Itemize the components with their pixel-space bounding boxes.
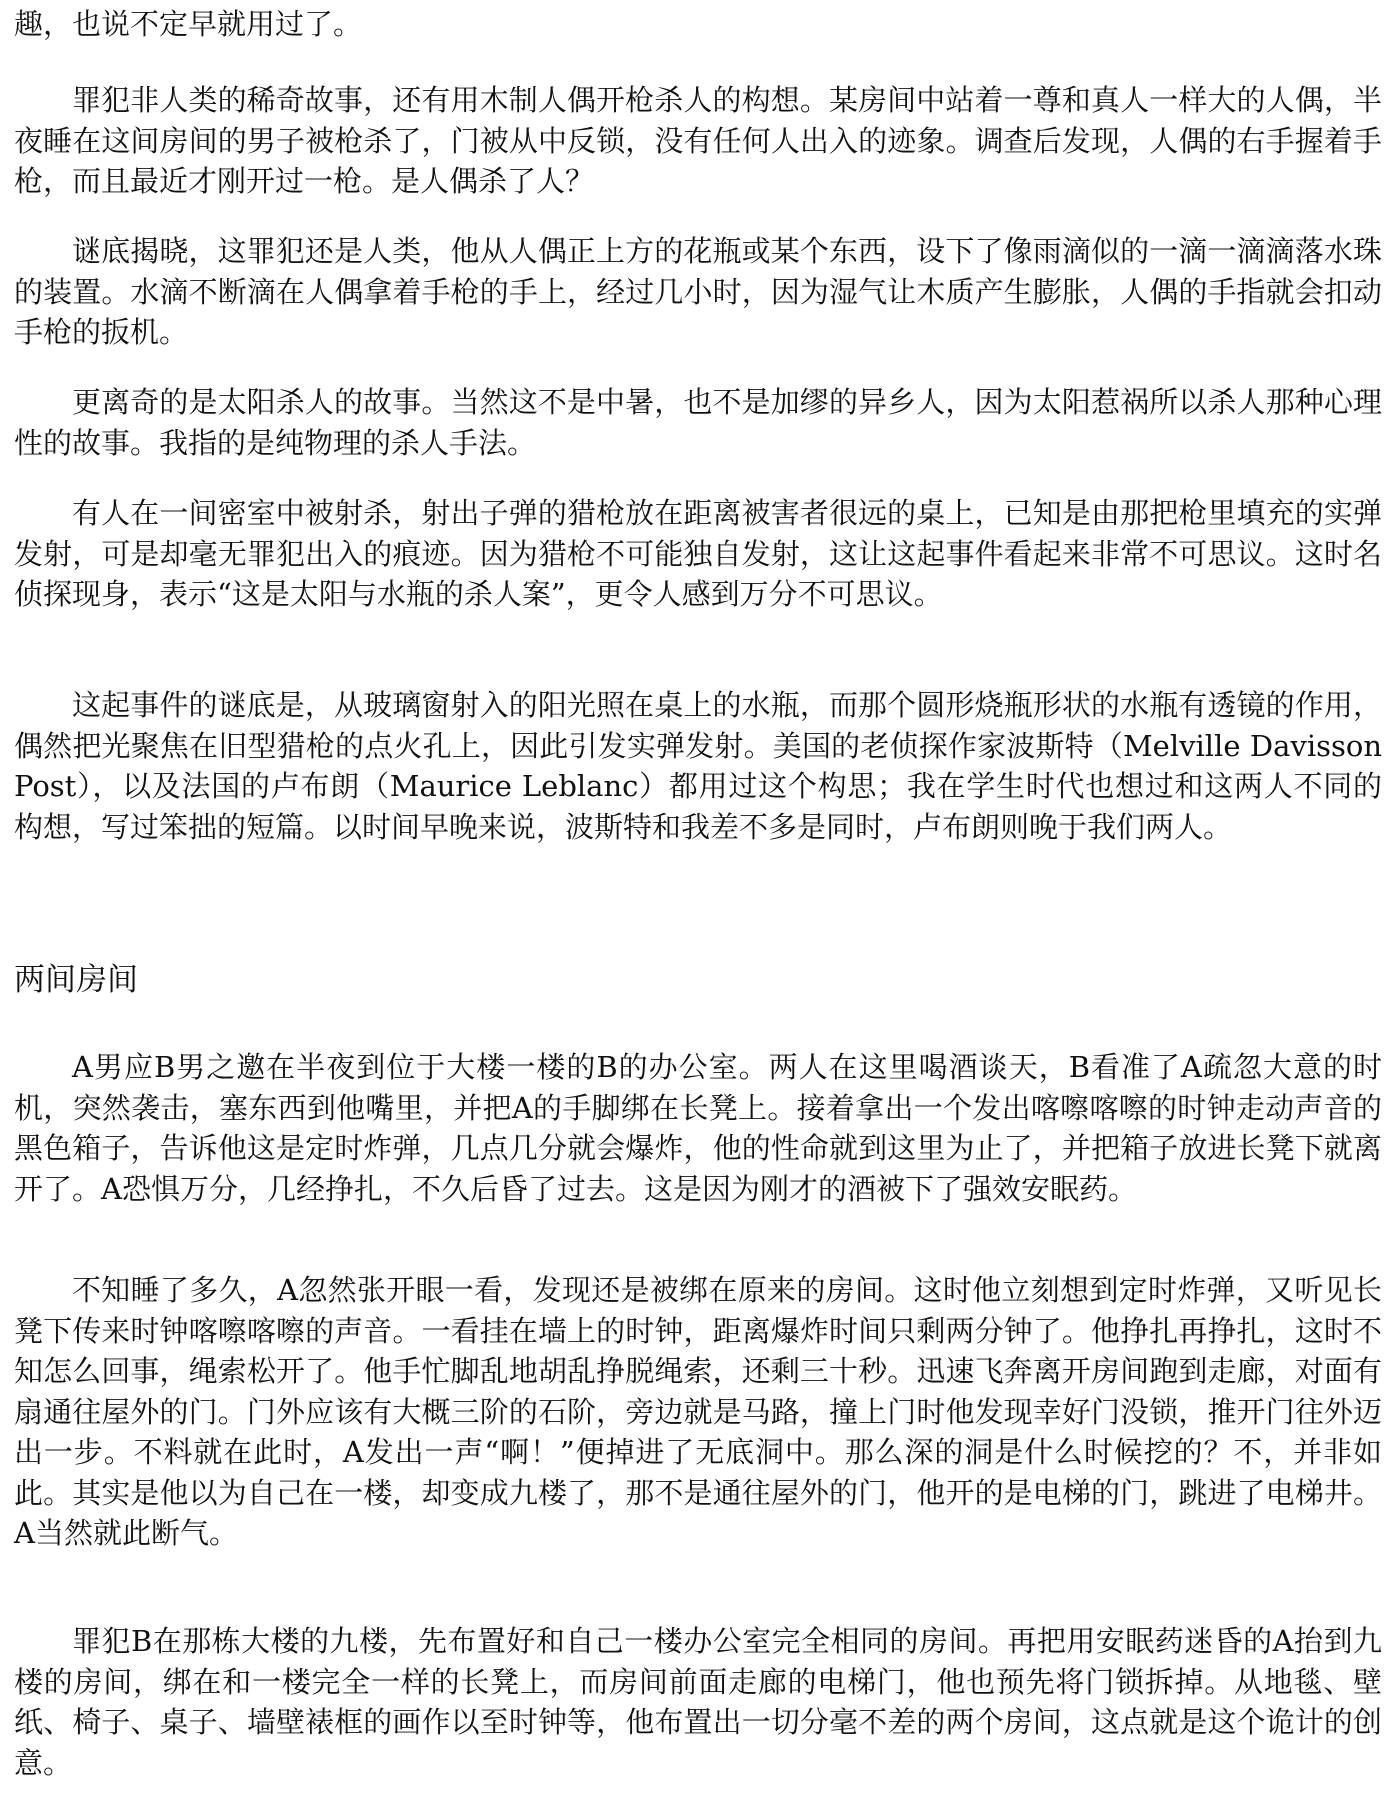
section-heading: 两间房间 (14, 962, 138, 998)
paragraph: A男应B男之邀在半夜到位于大楼一楼的B的办公室。两人在这里喝酒谈天，B看准了A疏忽大意的时机，突然袭击，塞东西到他嘴里，并把A的手脚绑在长凳上。接着拿出一个发出喀嚓喀嚓的时钟走动声音的黑色箱子，告诉他这是定时炸弹，几点几分就会爆炸，他的性命就到这里为止了，并把箱子放进长凳下就离开了。A恐惧万分，几经挣扎，不久后昏了过去。这是因为刚才的酒被下了强效安眠药。 (14, 1050, 1382, 1206)
paragraph: 罪犯B在那栋大楼的九楼，先布置好和自己一楼办公室完全相同的房间。再把用安眠药迷昏的A抬到九楼的房间，绑在和一楼完全一样的长凳上，而房间前面走廊的电梯门，他也预先将门锁拆掉。从地毯、壁纸、椅子、桌子、墙壁裱框的画作以至时钟等，他布置出一切分毫不差的两个房间，这点就是这个诡计的创意。 (14, 1624, 1382, 1780)
document-page (14, 0, 1382, 1800)
paragraph: 罪犯非人类的稀奇故事，还有用木制人偶开枪杀人的构想。某房间中站着一尊和真人一样大的人偶，半夜睡在这间房间的男子被枪杀了，门被从中反锁，没有任何人出入的迹象。调查后发现，人偶的右手握着手枪，而且最近才刚开过一枪。是人偶杀了人？ (14, 83, 1382, 198)
paragraph: 谜底揭晓，这罪犯还是人类，他从人偶正上方的花瓶或某个东西，设下了像雨滴似的一滴一滴滴落水珠的装置。水滴不断滴在人偶拿着手枪的手上，经过几小时，因为湿气让木质产生膨胀，人偶的手指就会扣动手枪的扳机。 (14, 234, 1382, 349)
paragraph: 不知睡了多久，A忽然张开眼一看，发现还是被绑在原来的房间。这时他立刻想到定时炸弹，又听见长凳下传来时钟喀嚓喀嚓的声音。一看挂在墙上的时钟，距离爆炸时间只剩两分钟了。他挣扎再挣扎，这时不知怎么回事，绳索松开了。他手忙脚乱地胡乱挣脱绳索，还剩三十秒。迅速飞奔离开房间跑到走廊，对面有扇通往屋外的门。门外应该有大概三阶的石阶，旁边就是马路，撞上门时他发现幸好门没锁，推开门往外迈出一步。不料就在此时，A发出一声“啊！”便掉进了无底洞中。那么深的洞是什么时候挖的？不，并非如此。其实是他以为自己在一楼，却变成九楼了，那不是通往屋外的门，他开的是电梯的门，跳进了电梯井。A当然就此断气。 (14, 1273, 1382, 1550)
paragraph: 有人在一间密室中被射杀，射出子弹的猎枪放在距离被害者很远的桌上，已知是由那把枪里填充的实弹发射，可是却毫无罪犯出入的痕迹。因为猎枪不可能独自发射，这让这起事件看起来非常不可思议。这时名侦探现身，表示“这是太阳与水瓶的杀人案”，更令人感到万分不可思议。 (14, 496, 1382, 611)
paragraph: 更离奇的是太阳杀人的故事。当然这不是中暑，也不是加缪的异乡人，因为太阳惹祸所以杀人那种心理性的故事。我指的是纯物理的杀人手法。 (14, 385, 1382, 460)
paragraph: 趣，也说不定早就用过了。 (14, 7, 363, 41)
paragraph: 这起事件的谜底是，从玻璃窗射入的阳光照在桌上的水瓶，而那个圆形烧瓶形状的水瓶有透镜的作用，偶然把光聚焦在旧型猎枪的点火孔上，因此引发实弹发射。美国的老侦探作家波斯特（Melville Davisson Post），以及法国的卢布朗（Maurice Leblanc）都用过这个构思；我在学生时代也想过和这两人不同的构想，写过笨拙的短篇。以时间早晚来说，波斯特和我差不多是同时，卢布朗则晚于我们两人。 (14, 688, 1382, 844)
